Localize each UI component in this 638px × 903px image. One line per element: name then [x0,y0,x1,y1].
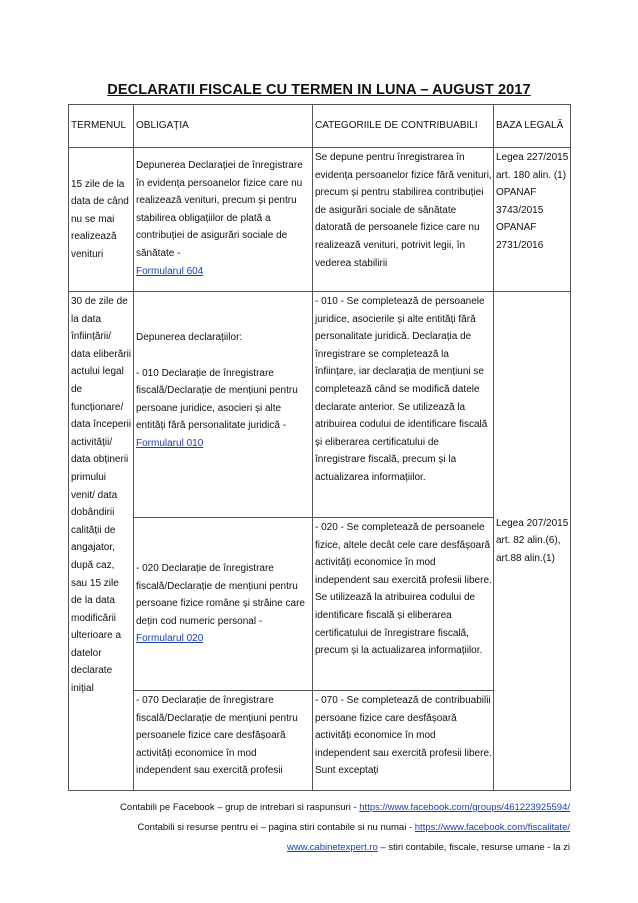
header-obligation: OBLIGAȚIA [134,105,313,148]
footer-line-1 [0,802,570,813]
footer-line-2 [0,822,570,833]
row020-obligation [134,518,313,691]
table-row [69,148,571,292]
row020-obligation-text: - 020 Declarație de înregistrare fiscală/Declarație de mențiuni pentru persoane fizice române și străine care dețin cod numeric personal - [136,563,305,627]
group-legal-basis: Legea 207/2015 art. 82 alin.(6), art.88 alin.(1) [494,292,571,791]
row010-categories: - 010 - Se completează de persoanele juridice, asocierile și alte entități fără personalitate juridică. Declarația de înregistrare se completează la înființare, iar declarația de mențiuni se completează când se modifică datele declarate anterior. Se utilizează la atribuirea codului de identificare fiscală și eliberarea certificatului de înregistrare fiscală, precum și la actualizarea informațiilor. [313,292,494,518]
row070-obligation: - 070 Declarație de înregistrare fiscală/Declarație de mențiuni pentru persoanele fizice care desfășoară activități economice în mod independent sau exercită profesii [134,691,313,791]
row070-categories: - 070 - Se completează de contribuabilii persoane fizice care desfășoară activități economice în mod independent sau exercită profesii libere. Sunt exceptați [313,691,494,791]
row1-term: 15 zile de la data de când nu se mai realizează venituri [69,148,134,292]
formular-010-link[interactable]: Formularul 010 [136,437,204,449]
row010-obligation-text: - 010 Declarație de înregistrare fiscală/Declarație de mențiuni pentru persoane juridice, asocieri și alte entități fără personalitate juridică - [136,367,298,432]
facebook-group-link[interactable]: https://www.facebook.com/groups/461223925594/ [359,802,570,813]
footer-line-3-text: – stiri contabile, fiscale, resurse umane - la zi [377,842,570,853]
formular-604-link[interactable]: Formularul 604 [136,265,204,277]
footer-line-3 [0,842,570,853]
table-header-row [69,105,571,148]
cabinetexpert-link[interactable]: www.cabinetexpert.ro [286,842,378,853]
declarations-table [68,104,571,791]
facebook-page-link[interactable]: https://www.facebook.com/fiscalitate/ [414,822,570,833]
formular-020-link[interactable]: Formularul 020 [136,633,204,645]
row1-obligation [134,148,313,292]
row1-legal-basis: Legea 227/2015 art. 180 alin. (1) OPANAF 3743/2015 OPANAF 2731/2016 [494,148,571,292]
header-legal-basis: BAZA LEGALĂ [494,105,571,148]
footer-line-2-text: Contabili si resurse pentru ei – pagina stiri contabile si nu numai - [137,822,415,833]
header-term: TERMENUL [69,105,134,148]
row1-obligation-text: Depunerea Declarației de înregistrare în evidența persoanelor fizice care nu realizează venituri, precum și pentru stabilirea obligațiilor de plată a contribuției de asigurări sociale de sănătate - [136,160,303,259]
footer-line-1-text: Contabili pe Facebook – grup de intrebari si raspunsuri - [120,802,360,813]
page-title: DECLARATII FISCALE CU TERMEN IN LUNA – AUGUST 2017 [107,82,531,98]
group-term: 30 de zile de la data înființării/ data eliberării actului legal de funcționare/ data începerii activității/ data obținerii primului venit/ data dobândirii calității de angajator, după caz, sau 15 zile de la data modificării ulterioare a datelor declarate inițial [69,292,134,791]
table-row [69,292,571,518]
row020-categories: - 020 - Se completează de persoanele fizice, altele decât cele care desfășoară activități economice în mod independent sau exercită profesii libere. Se utilizează la atribuirea codului de identificare fiscală și eliberarea certificatului de înregistrare fiscală, precum și la actualizarea informațiilor. [313,518,494,691]
row010-intro: Depunerea declarațiilor: [136,332,243,343]
row010-obligation [134,292,313,518]
row1-categories: Se depune pentru înregistrarea în evidența persoanelor fizice fără venituri, precum și pentru stabilirea contribuției de asigurări sociale de sănătate datorată de persoanele fizice care nu realizează venituri, potrivit legii, în vederea stabilirii [313,148,494,292]
header-categories: CATEGORIILE DE CONTRIBUABILI [313,105,494,148]
